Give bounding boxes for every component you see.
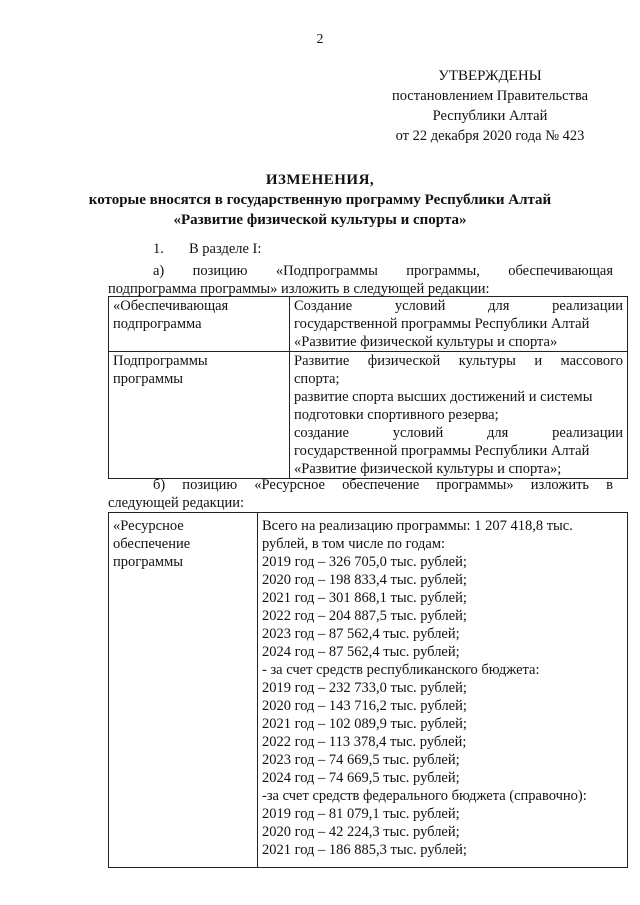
table-cell-value <box>290 297 628 352</box>
cell-line: 2019 год – 326 705,0 тыс. рублей; <box>262 554 467 570</box>
item-a-line1: а) позицию «Подпрограммы программы, обеспечивающая <box>153 263 613 279</box>
approval-block <box>370 66 610 146</box>
approval-line: постановлением Правительства <box>391 88 589 104</box>
cell-line: 2020 год – 143 716,2 тыс. рублей; <box>262 698 467 714</box>
section-title: В разделе I: <box>189 241 262 257</box>
table-row <box>109 513 628 868</box>
approval-title: УТВЕРЖДЕНЫ <box>438 68 542 84</box>
cell-line: 2020 год – 42 224,3 тыс. рублей; <box>262 824 460 840</box>
cell-line: Всего на реализацию программы: 1 207 418,8 тыс. <box>262 518 573 534</box>
cell-line: 2021 год – 301 868,1 тыс. рублей; <box>262 590 467 606</box>
cell-line: 2024 год – 74 669,5 тыс. рублей; <box>262 770 460 786</box>
cell-line: «Развитие физической культуры и спорта»; <box>294 461 562 477</box>
cell-line: программы <box>113 371 183 387</box>
heading-line: «Развитие физической культуры и спорта» <box>173 212 467 228</box>
heading-line: которые вносятся в государственную программу Республики Алтай <box>88 192 552 208</box>
cell-line: Развитие физической культуры и массового <box>294 353 623 369</box>
table-cell-label <box>109 297 290 352</box>
cell-line: 2021 год – 102 089,9 тыс. рублей; <box>262 716 467 732</box>
cell-line: 2019 год – 81 079,1 тыс. рублей; <box>262 806 460 822</box>
cell-line: 2022 год – 204 887,5 тыс. рублей; <box>262 608 467 624</box>
cell-line: развитие спорта высших достижений и системы <box>294 389 593 405</box>
page-number: 2 <box>316 32 324 47</box>
table-cell-value <box>258 513 628 868</box>
cell-line: обеспечение <box>113 536 191 552</box>
cell-line: Подпрограммы <box>113 353 208 369</box>
cell-line: 2023 год – 87 562,4 тыс. рублей; <box>262 626 460 642</box>
document-heading <box>60 170 580 230</box>
heading-title: ИЗМЕНЕНИЯ, <box>265 172 375 188</box>
cell-line: 2024 год – 87 562,4 тыс. рублей; <box>262 644 460 660</box>
item-b-line1: б) позицию «Ресурсное обеспечение программы» изложить в <box>153 477 613 493</box>
cell-line: государственной программы Республики Алтай <box>294 316 590 332</box>
item-b-line2: следующей редакции: <box>108 495 245 511</box>
cell-line: спорта; <box>294 371 340 387</box>
cell-line: -за счет средств федерального бюджета (справочно): <box>262 788 587 804</box>
approval-line: от 22 декабря 2020 года № 423 <box>395 128 585 144</box>
cell-line: «Обеспечивающая <box>113 298 229 314</box>
cell-line: 2021 год – 186 885,3 тыс. рублей; <box>262 842 467 858</box>
cell-line: Создание условий для реализации <box>294 298 623 314</box>
table-row <box>109 352 628 479</box>
cell-line: подпрограмма <box>113 316 202 332</box>
table-cell-label <box>109 513 258 868</box>
table-row <box>109 297 628 352</box>
item-a-line2: подпрограмма программы» изложить в следующей редакции: <box>108 281 490 297</box>
section-number: 1. <box>153 241 164 257</box>
cell-line: 2023 год – 74 669,5 тыс. рублей; <box>262 752 460 768</box>
table-cell-label <box>109 352 290 479</box>
cell-line: программы <box>113 554 183 570</box>
cell-line: подготовки спортивного резерва; <box>294 407 499 423</box>
cell-line: «Развитие физической культуры и спорта» <box>294 334 558 350</box>
table-resources <box>108 512 628 868</box>
cell-line: государственной программы Республики Алтай <box>294 443 590 459</box>
approval-line: Республики Алтай <box>432 108 548 124</box>
cell-line: 2020 год – 198 833,4 тыс. рублей; <box>262 572 467 588</box>
cell-line: - за счет средств республиканского бюджета: <box>262 662 540 678</box>
cell-line: создание условий для реализации <box>294 425 623 441</box>
cell-line: рублей, в том числе по годам: <box>262 536 446 552</box>
table-cell-value <box>290 352 628 479</box>
cell-line: 2019 год – 232 733,0 тыс. рублей; <box>262 680 467 696</box>
table-programs <box>108 296 628 479</box>
cell-line: 2022 год – 113 378,4 тыс. рублей; <box>262 734 467 750</box>
cell-line: «Ресурсное <box>113 518 184 534</box>
